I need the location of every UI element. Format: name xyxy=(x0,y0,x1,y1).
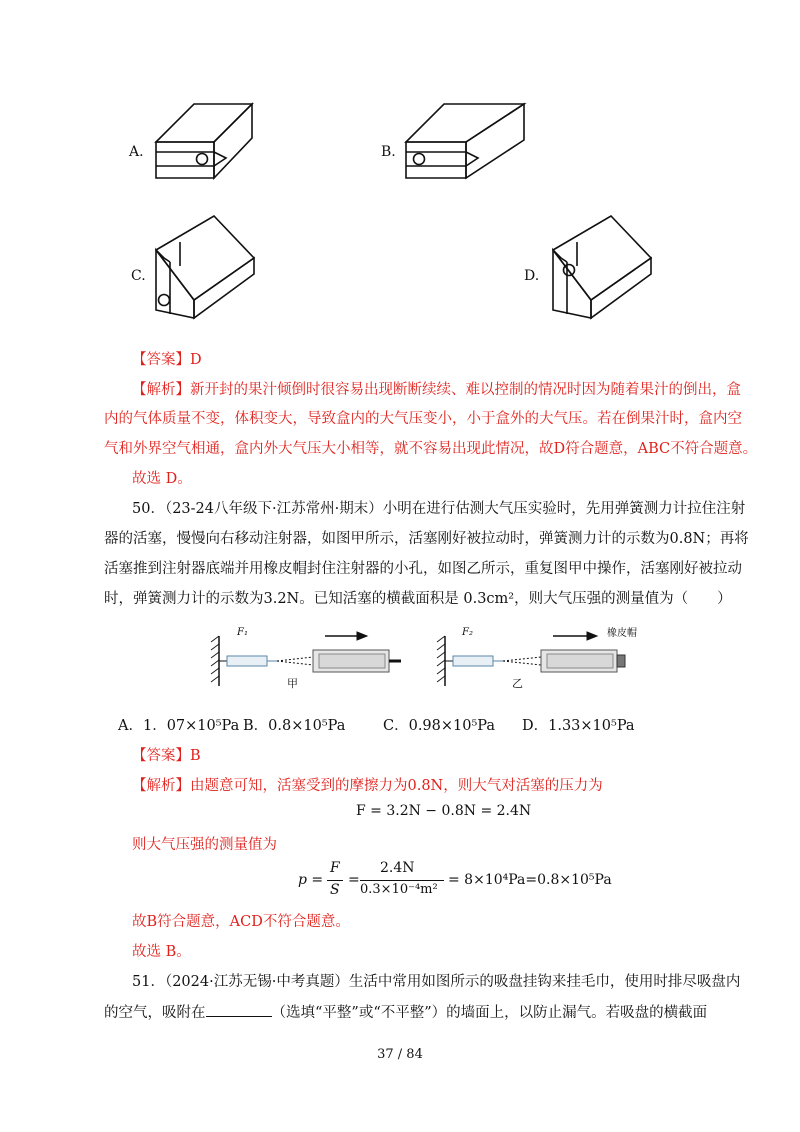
q49-answer xyxy=(132,350,202,370)
formula-p-lhs: p = xyxy=(298,872,324,888)
answer-value: B xyxy=(190,748,201,764)
q50-stem-line4: 时，弹簧测力计的示数为3.2N。已知活塞的横截面积是 0.3cm²，则大气压强的测量值为（ ） xyxy=(104,591,732,607)
q50-answer xyxy=(132,746,201,766)
figure-yi-label: 乙 xyxy=(512,677,523,690)
analysis-text: 新开封的果汁倾倒时很容易出现断断续续、难以控制的情况时因为随着果汁的倒出，盒 xyxy=(190,382,741,398)
juice-box-figure-b xyxy=(404,98,526,183)
answer-blank[interactable] xyxy=(206,1002,272,1017)
juice-box-figure-c xyxy=(150,210,258,322)
q50-conclusion: 故选 B。 xyxy=(132,944,191,960)
formula-denominator: 0.3×10⁻⁴m² xyxy=(360,882,438,897)
rubber-cap-label: 橡皮帽 xyxy=(607,628,637,639)
q49-analysis-line1 xyxy=(132,380,741,400)
formula-force: F = 3.2N − 0.8N = 2.4N xyxy=(356,803,532,819)
option-a-label: A. xyxy=(129,144,144,160)
q50-stem-line2: 器的活塞，慢慢向右移动注射器，如图甲所示，活塞刚好被拉动时，弹簧测力计的示数为0.8N；再将 xyxy=(104,531,749,547)
syringe-apparatus-figure xyxy=(205,624,635,698)
analysis-tag: 【解析】 xyxy=(132,382,190,398)
q49-analysis-line3: 气和外界空气相通，盒内外大气压大小相等，就不容易出现此情况，故D符合题意，ABC不符合题意。 xyxy=(104,441,758,457)
option-c-label: C. xyxy=(131,268,146,284)
q51-stem-line1: 51．（2024·江苏无锡·中考真题）生活中常用如图所示的吸盘挂钩来挂毛巾，使用时排尽吸盘内 xyxy=(132,974,741,990)
q50-option-d: D．1.33×10⁵Pa xyxy=(522,718,635,734)
q49-conclusion: 故选 D。 xyxy=(132,471,192,487)
q50-analysis-line2: 则大气压强的测量值为 xyxy=(132,837,277,853)
option-d-label: D. xyxy=(524,268,540,284)
option-b-label: B. xyxy=(381,144,396,160)
answer-value: D xyxy=(190,352,202,368)
juice-box-figure-d xyxy=(547,210,655,322)
juice-box-figure-a xyxy=(154,98,254,183)
q50-stem-line1: 50．（23-24八年级下·江苏常州·期末）小明在进行估测大气压实验时，先用弹簧测力计拉住注射 xyxy=(132,501,746,517)
q51-stem-line2 xyxy=(104,1002,707,1023)
answer-tag: 【答案】 xyxy=(132,352,190,368)
figure-jia-label: 甲 xyxy=(287,677,298,690)
q50-option-a: A．1．07×10⁵Pa xyxy=(118,718,240,734)
analysis-text: 由题意可知，活塞受到的摩擦力为0.8N，则大气对活塞的压力为 xyxy=(190,778,603,794)
q50-option-b: B．0.8×10⁵Pa xyxy=(243,718,346,734)
formula-S: S xyxy=(330,882,340,898)
q50-analysis-line1 xyxy=(132,776,603,796)
q51-text-after-blank: （选填“平整”或“不平整”）的墙面上，以防止漏气。若吸盘的横截面 xyxy=(271,1005,708,1021)
formula-result: = 8×10⁴Pa=0.8×10⁵Pa xyxy=(448,872,612,888)
q50-option-c: C．0.98×10⁵Pa xyxy=(383,718,496,734)
formula-F: F xyxy=(330,860,340,876)
q51-text-before-blank: 的空气，吸附在 xyxy=(104,1005,206,1021)
force-f2-label: F₂ xyxy=(462,627,473,638)
q50-stem-line3: 活塞推到注射器底端并用橡皮帽封住注射器的小孔，如图乙所示，重复图甲中操作，活塞刚好被拉动 xyxy=(104,561,742,577)
page-number: 37 / 84 xyxy=(377,1047,423,1062)
formula-numerator: 2.4N xyxy=(380,860,415,876)
answer-tag: 【答案】 xyxy=(132,748,190,764)
q50-analysis-line3: 故B符合题意，ACD不符合题意。 xyxy=(132,914,350,930)
q49-analysis-line2: 内的气体质量不变，体积变大，导致盒内的大气压变小，小于盒外的大气压。若在倒果汁时，盒内空 xyxy=(104,411,742,427)
analysis-tag: 【解析】 xyxy=(132,778,190,794)
force-f1-label: F₁ xyxy=(237,627,248,638)
